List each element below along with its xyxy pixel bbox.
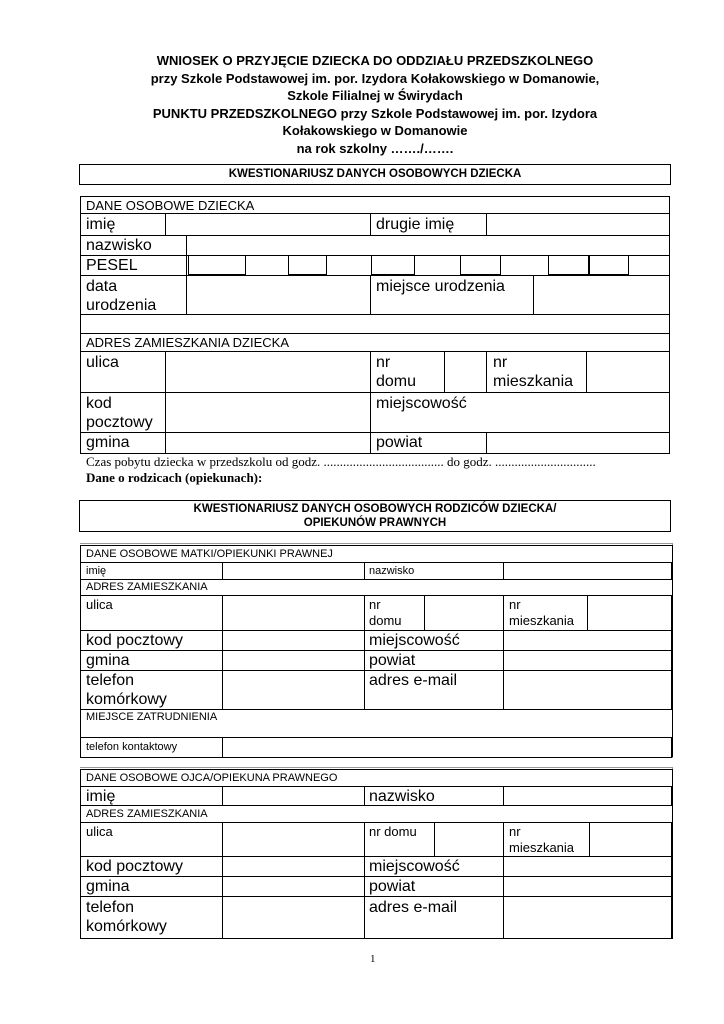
child-birth-date-label: data — [86, 278, 118, 295]
mother-contact-phone-field[interactable] — [222, 737, 672, 758]
child-house-no-label: nr — [376, 354, 391, 371]
mother-locality-label: miejscowość — [369, 632, 460, 649]
father-email-label: adres e-mail — [369, 899, 458, 916]
mother-county-field[interactable] — [503, 650, 672, 671]
child-address-title: ADRES ZAMIESZKANIA DZIECKA — [86, 335, 289, 350]
mother-contact-phone-label: telefon kontaktowy — [86, 741, 178, 753]
child-birth-date-label: urodzenia — [86, 297, 157, 314]
title-line: Szkole Filialnej w Świrydach — [287, 88, 463, 103]
child-pesel-label: PESEL — [86, 257, 138, 274]
mother-house-no-label: domu — [369, 613, 402, 628]
father-street-field[interactable] — [222, 822, 365, 857]
mother-street-field[interactable] — [222, 595, 365, 631]
mother-postcode-label: kod pocztowy — [86, 632, 183, 649]
mother-email-label: adres e-mail — [369, 672, 458, 689]
child-locality-label: miejscowość — [376, 395, 467, 412]
father-surname-label: nazwisko — [369, 788, 435, 805]
child-county-label: powiat — [376, 434, 423, 451]
child-flat-no-label: nr — [493, 354, 508, 371]
title-line: przy Szkole Podstawowej im. por. Izydora Kołakowskiego w Domanowie, — [150, 70, 600, 86]
pesel-digit-box[interactable] — [188, 255, 246, 275]
child-second-name-label: drugie imię — [376, 216, 455, 233]
child-section-heading — [79, 164, 671, 185]
child-flat-no-label: mieszkania — [493, 373, 574, 390]
mother-first-name-field[interactable] — [222, 562, 365, 580]
mother-house-no-label: nr — [369, 597, 381, 612]
child-street-label: ulica — [86, 354, 119, 371]
mother-mobile-field[interactable] — [222, 670, 365, 710]
pesel-digit-box[interactable] — [371, 255, 415, 275]
child-postcode-label: pocztowy — [86, 414, 153, 431]
pesel-digit-box[interactable] — [460, 255, 501, 275]
father-email-field[interactable] — [503, 896, 672, 939]
father-first-name-label: imię — [86, 788, 116, 805]
child-personal-title: DANE OSOBOWE DZIECKA — [86, 198, 255, 213]
child-commune-label: gmina — [86, 434, 130, 451]
child-postcode-label: kod — [86, 395, 112, 412]
father-house-no-field[interactable] — [434, 822, 504, 857]
mother-flat-no-field[interactable] — [587, 595, 672, 631]
parents-info-heading: Dane o rodzicach (opiekunach): — [86, 470, 263, 485]
father-mobile-field[interactable] — [222, 896, 365, 939]
title-line: na rok szkolny ……./……. — [296, 140, 454, 156]
father-surname-field[interactable] — [503, 786, 672, 806]
father-county-field[interactable] — [503, 876, 672, 897]
father-locality-label: miejscowość — [369, 858, 460, 875]
parents-heading-line: OPIEKUNÓW PRAWNYCH — [303, 517, 447, 529]
child-first-name-label: imię — [86, 216, 116, 233]
mother-commune-label: gmina — [86, 652, 130, 669]
mother-mobile-label: telefon — [86, 672, 135, 689]
child-surname-label: nazwisko — [86, 237, 152, 254]
father-locality-field[interactable] — [503, 856, 672, 877]
mother-workplace-label: MIEJSCE ZATRUDNIENIA — [86, 711, 218, 723]
father-county-label: powiat — [369, 878, 416, 895]
father-postcode-field[interactable] — [222, 856, 365, 877]
pesel-digit-box[interactable] — [548, 255, 589, 275]
document-title — [80, 52, 670, 157]
title-line: Kołakowskiego w Domanowie — [282, 123, 468, 138]
mother-first-name-label: imię — [86, 565, 107, 577]
father-address-title: ADRES ZAMIESZKANIA — [86, 808, 208, 820]
parents-heading-line: KWESTIONARIUSZ DANYCH OSOBOWYCH RODZICÓW DZIECKA/ — [193, 503, 557, 515]
father-mobile-label: komórkowy — [86, 918, 167, 935]
child-house-no-label: domu — [376, 373, 417, 390]
child-birth-place-label: miejsce urodzenia — [376, 278, 505, 295]
mother-email-field[interactable] — [503, 670, 672, 710]
title-line: WNIOSEK O PRZYJĘCIE DZIECKA DO ODDZIAŁU PRZEDSZKOLNEGO — [156, 53, 594, 68]
parents-section-heading — [79, 500, 671, 532]
father-commune-label: gmina — [86, 878, 130, 895]
father-title: DANE OSOBOWE OJCA/OPIEKUNA PRAWNEGO — [86, 772, 338, 784]
mother-surname-field[interactable] — [503, 562, 672, 580]
child-section-heading-text: KWESTIONARIUSZ DANYCH OSOBOWYCH DZIECKA — [228, 167, 522, 180]
pesel-digit-box[interactable] — [288, 255, 327, 275]
father-street-label: ulica — [86, 824, 113, 839]
father-mobile-label: telefon — [86, 899, 135, 916]
father-postcode-label: kod pocztowy — [86, 858, 183, 875]
father-flat-no-label: nr — [509, 824, 521, 839]
father-house-no-label: nr domu — [369, 824, 417, 839]
father-flat-no-label: mieszkania — [509, 840, 575, 855]
mother-postcode-field[interactable] — [222, 630, 365, 651]
father-flat-no-field[interactable] — [589, 822, 672, 857]
mother-street-label: ulica — [86, 597, 113, 612]
father-commune-field[interactable] — [222, 876, 365, 897]
page-number: 1 — [370, 953, 376, 965]
father-first-name-field[interactable] — [222, 786, 365, 806]
pesel-digit-box[interactable] — [589, 255, 629, 275]
mother-locality-field[interactable] — [503, 630, 672, 651]
mother-flat-no-label: mieszkania — [509, 613, 575, 628]
mother-mobile-label: komórkowy — [86, 691, 167, 708]
stay-time-line: Czas pobytu dziecka w przedszkolu od godz. ..................................... do godz. ............................... — [86, 454, 596, 469]
mother-commune-field[interactable] — [222, 650, 365, 671]
mother-address-title: ADRES ZAMIESZKANIA — [86, 581, 208, 593]
mother-title: DANE OSOBOWE MATKI/OPIEKUNKI PRAWNEJ — [86, 548, 333, 560]
title-line: PUNKTU PRZEDSZKOLNEGO przy Szkole Podstawowej im. por. Izydora — [152, 105, 598, 121]
mother-county-label: powiat — [369, 652, 416, 669]
mother-surname-label: nazwisko — [369, 565, 415, 577]
mother-flat-no-label: nr — [509, 597, 521, 612]
